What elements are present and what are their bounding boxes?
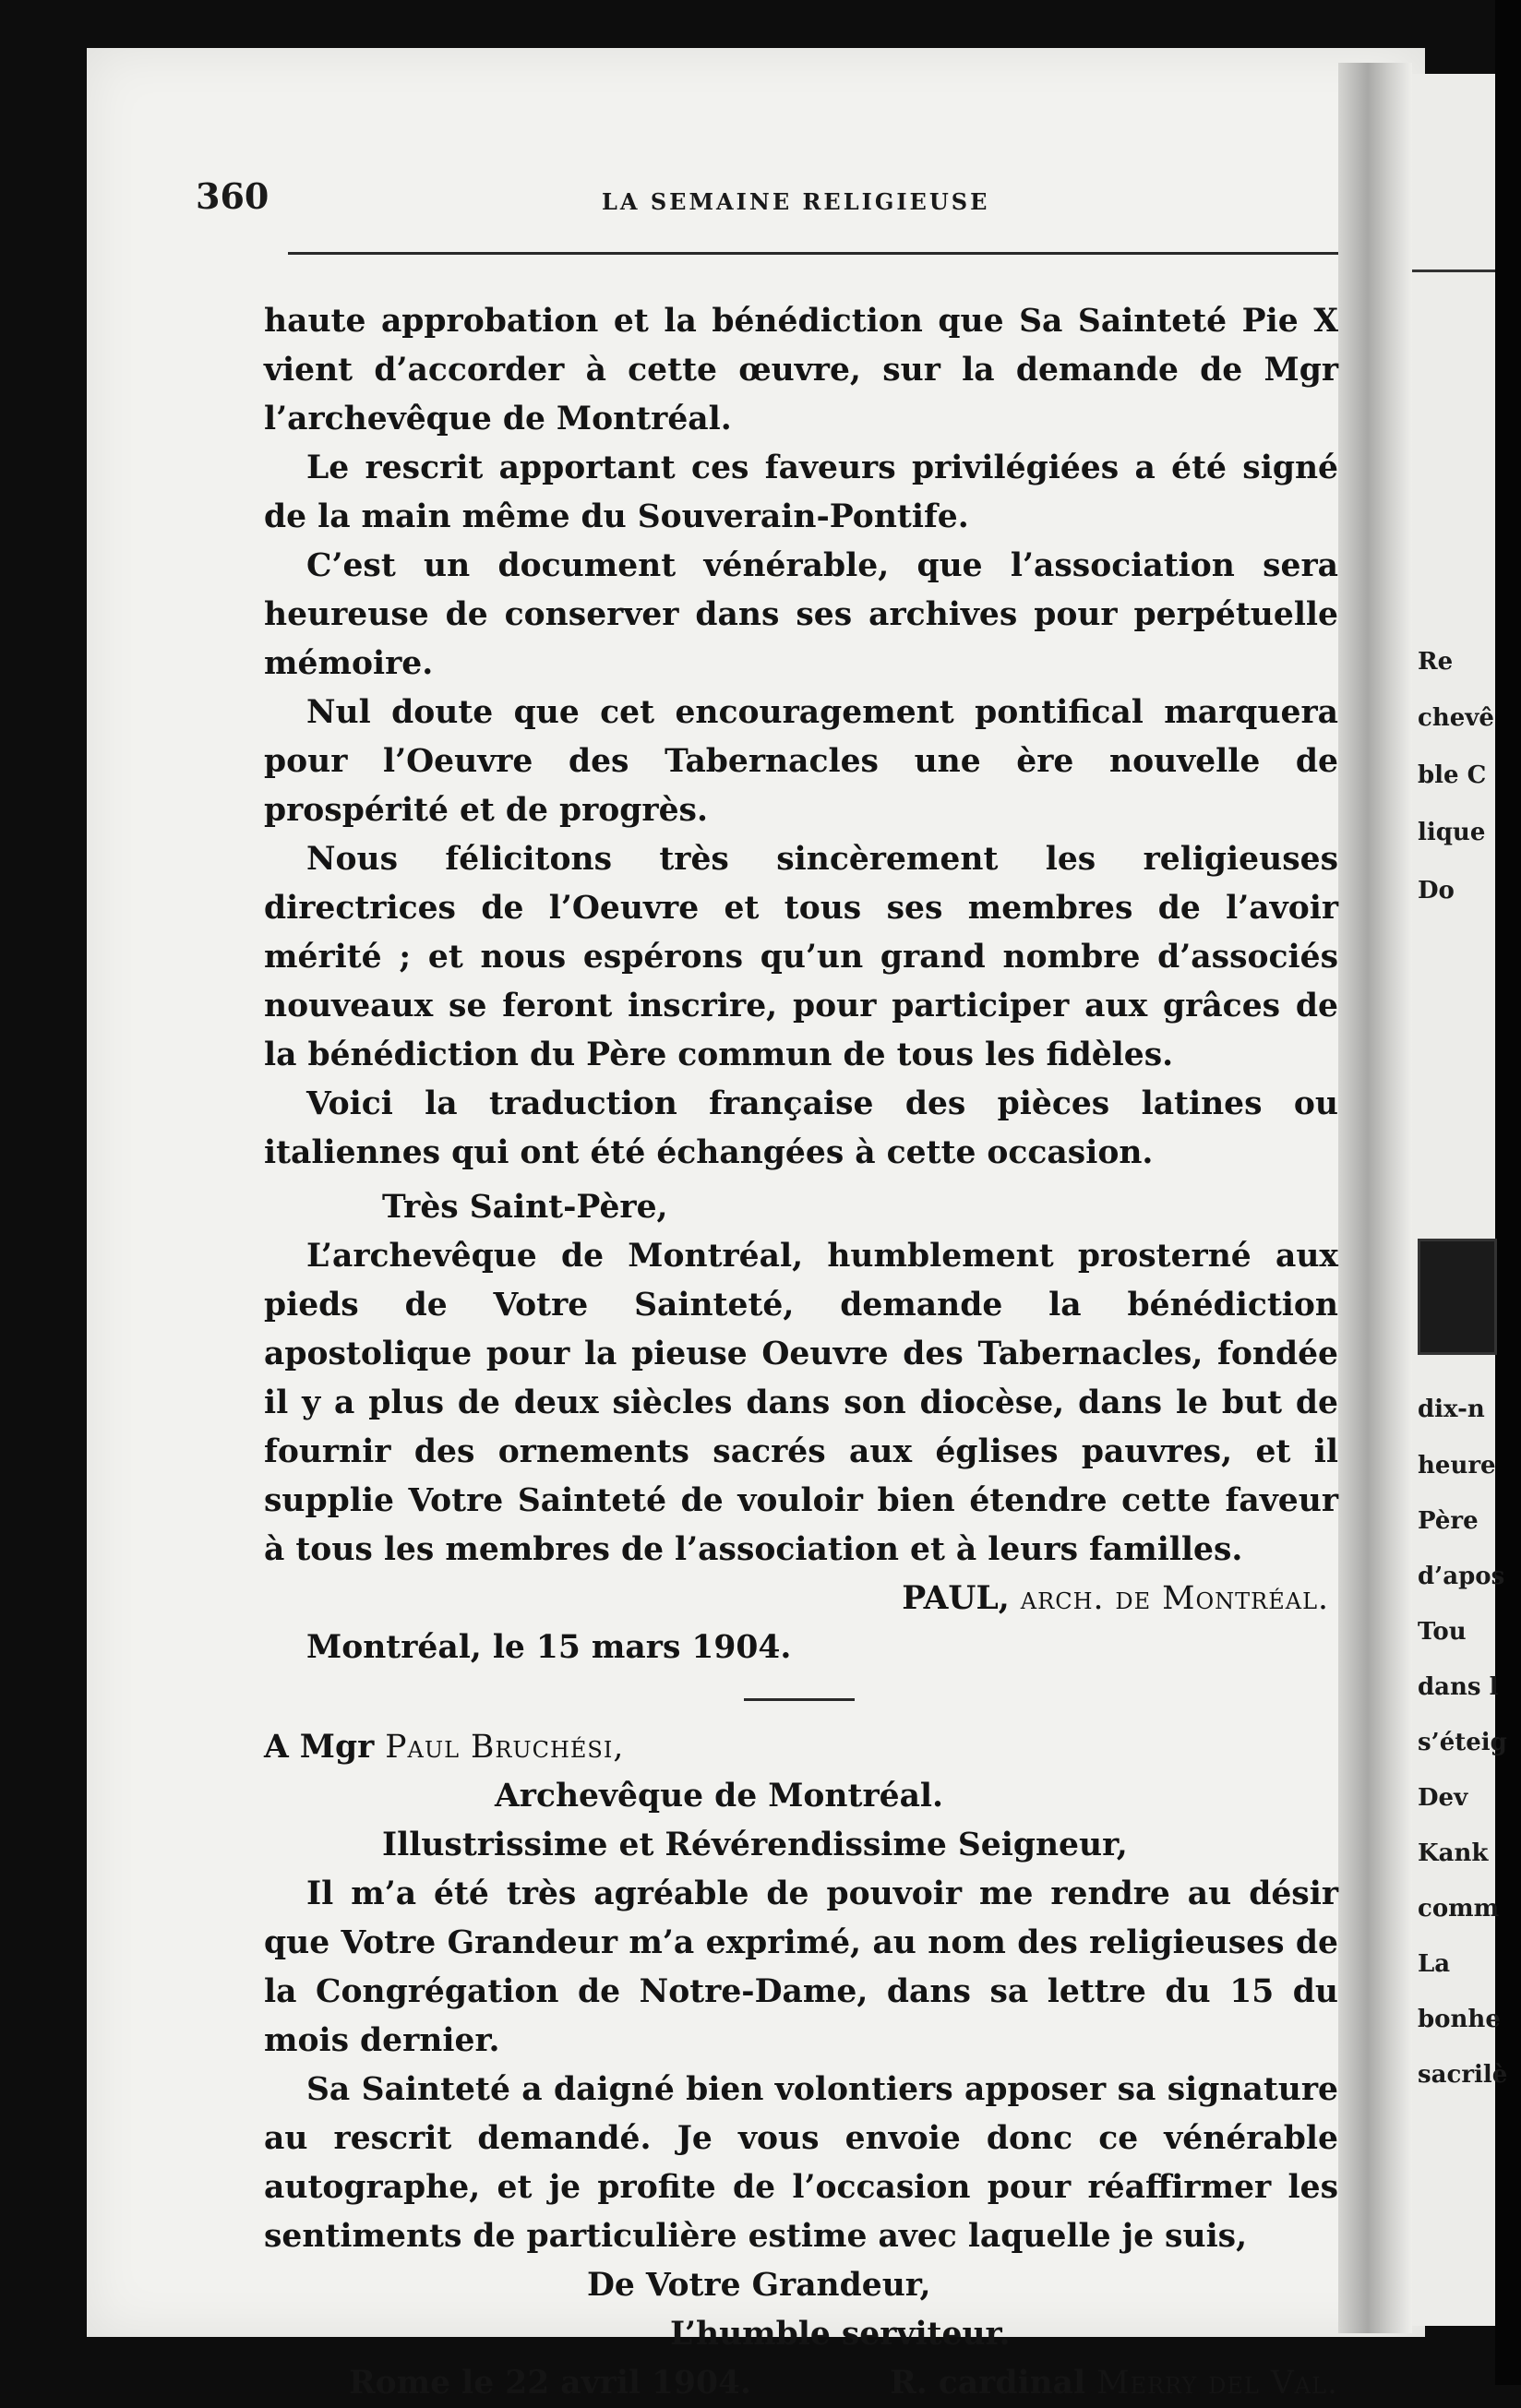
letter2-footer — [264, 2359, 1338, 2408]
facing-line: heure — [1418, 1452, 1496, 1480]
facing-line: s’éteig — [1418, 1729, 1507, 1756]
paragraph: Le rescrit apportant ces faveurs privilégiées a été signé de la main même du Souverain-Pontife. — [264, 449, 1338, 535]
paragraph: C’est un document vénérable, que l’association sera heureuse de conserver dans ses archives pour perpétuelle mémoire. — [264, 547, 1338, 682]
paragraph: Nul doute que cet encouragement pontifical marquera pour l’Oeuvre des Tabernacles une ère nouvelle de prospérité et de progrès. — [264, 694, 1338, 829]
letter2-address-prefix: A Mgr — [264, 1729, 375, 1766]
facing-line: Do — [1418, 877, 1455, 904]
facing-line: La — [1418, 1950, 1451, 1978]
letter2-body: Sa Sainteté a daigné bien volontiers apposer sa signature au rescrit demandé. Je vous envoie donc ce vénérable autographe, et je profite de l’occasion pour réaffirmer les sentiments de particulière estime avec laquelle je suis, — [264, 2071, 1338, 2255]
page-number: 360 — [196, 175, 269, 217]
letter2-closing: L’humble serviteur. — [670, 2316, 1011, 2353]
letter2-address-name: Paul Bruchési, — [385, 1729, 625, 1766]
letter2-body: Il m’a été très agréable de pouvoir me rendre au désir que Votre Grandeur m’a exprimé, au nom des religieuses de la Congrégation de Notre-Dame, dans sa lettre du 15 du mois dernier. — [264, 1875, 1338, 2059]
letter2-salutation: Illustrissime et Révérendissime Seigneur, — [382, 1827, 1128, 1863]
facing-line: d’apos — [1418, 1563, 1505, 1590]
running-title: LA SEMAINE RELIGIEUSE — [602, 188, 990, 215]
facing-line: Re — [1418, 648, 1454, 676]
facing-line: Dev — [1418, 1784, 1468, 1812]
letter1-signature-title: arch. de Montréal. — [1020, 1580, 1329, 1617]
facing-line: dans l — [1418, 1673, 1499, 1701]
facing-line: comm — [1418, 1895, 1500, 1923]
facing-line: lique — [1418, 819, 1486, 846]
book-spine — [1338, 63, 1412, 2333]
header-rule — [288, 252, 1338, 255]
letter1-signature-name: PAUL, — [902, 1580, 1010, 1617]
letter2-address-title: Archevêque de Montréal. — [495, 1778, 944, 1815]
facing-line: ble C — [1418, 761, 1487, 789]
letter2-address — [264, 1723, 1338, 1772]
section-separator — [744, 1698, 855, 1701]
facing-line: Père — [1418, 1507, 1479, 1535]
letter2-signature-name: Merry del Val. — [1096, 2365, 1338, 2402]
letter1-salutation: Très Saint-Père, — [382, 1189, 668, 1226]
paragraph: Nous félicitons très sincèrement les religieuses directrices de l’Oeuvre et tous ses membres de l’avoir mérité ; et nous espérons qu’un grand nombre d’associés nouveaux se feront inscrire, pour participer aux grâces de la bénédiction du Père commun de tous les fidèles. — [264, 841, 1338, 1073]
letter1-signature — [264, 1575, 1338, 1623]
article-body — [264, 297, 1338, 2408]
paragraph: haute approbation et la bénédiction que Sa Sainteté Pie X vient d’accorder à cette œuvre, sur la demande de Mgr l’archevêque de Montréal. — [264, 303, 1338, 437]
letter2-place-date: Rome le 22 avril 1904. — [349, 2365, 752, 2402]
facing-line: chevê — [1418, 704, 1494, 732]
letter2-signature-prefix: R. cardinal — [890, 2365, 1086, 2402]
ornamental-initial-icon — [1418, 1239, 1497, 1355]
paragraph: Voici la traduction française des pièces latines ou italiennes qui ont été échangées à cette occasion. — [264, 1085, 1338, 1171]
letter1-body: L’archevêque de Montréal, humblement prosterné aux pieds de Votre Sainteté, demande la bénédiction apostolique pour la pieuse Oeuvre des Tabernacles, fondée il y a plus de deux siècles dans son diocèse, dans le but de fournir des ornements sacrés aux églises pauvres, et il supplie Votre Sainteté de vouloir bien étendre cette faveur à tous les membres de l’association et à leurs familles. — [264, 1238, 1338, 1568]
facing-line: dix-n — [1418, 1396, 1485, 1423]
page-header — [196, 175, 1340, 231]
facing-line: bonhe — [1418, 2006, 1501, 2033]
facing-line: Kank — [1418, 1839, 1489, 1867]
facing-page — [1412, 74, 1508, 2326]
facing-header-rule — [1412, 270, 1495, 272]
letter2-signature — [890, 2359, 1338, 2408]
facing-line: sacrilè — [1418, 2061, 1508, 2089]
facing-line: Tou — [1418, 1618, 1467, 1646]
letter1-place-date: Montréal, le 15 mars 1904. — [306, 1629, 792, 1666]
letter2-closing: De Votre Grandeur, — [587, 2267, 931, 2304]
